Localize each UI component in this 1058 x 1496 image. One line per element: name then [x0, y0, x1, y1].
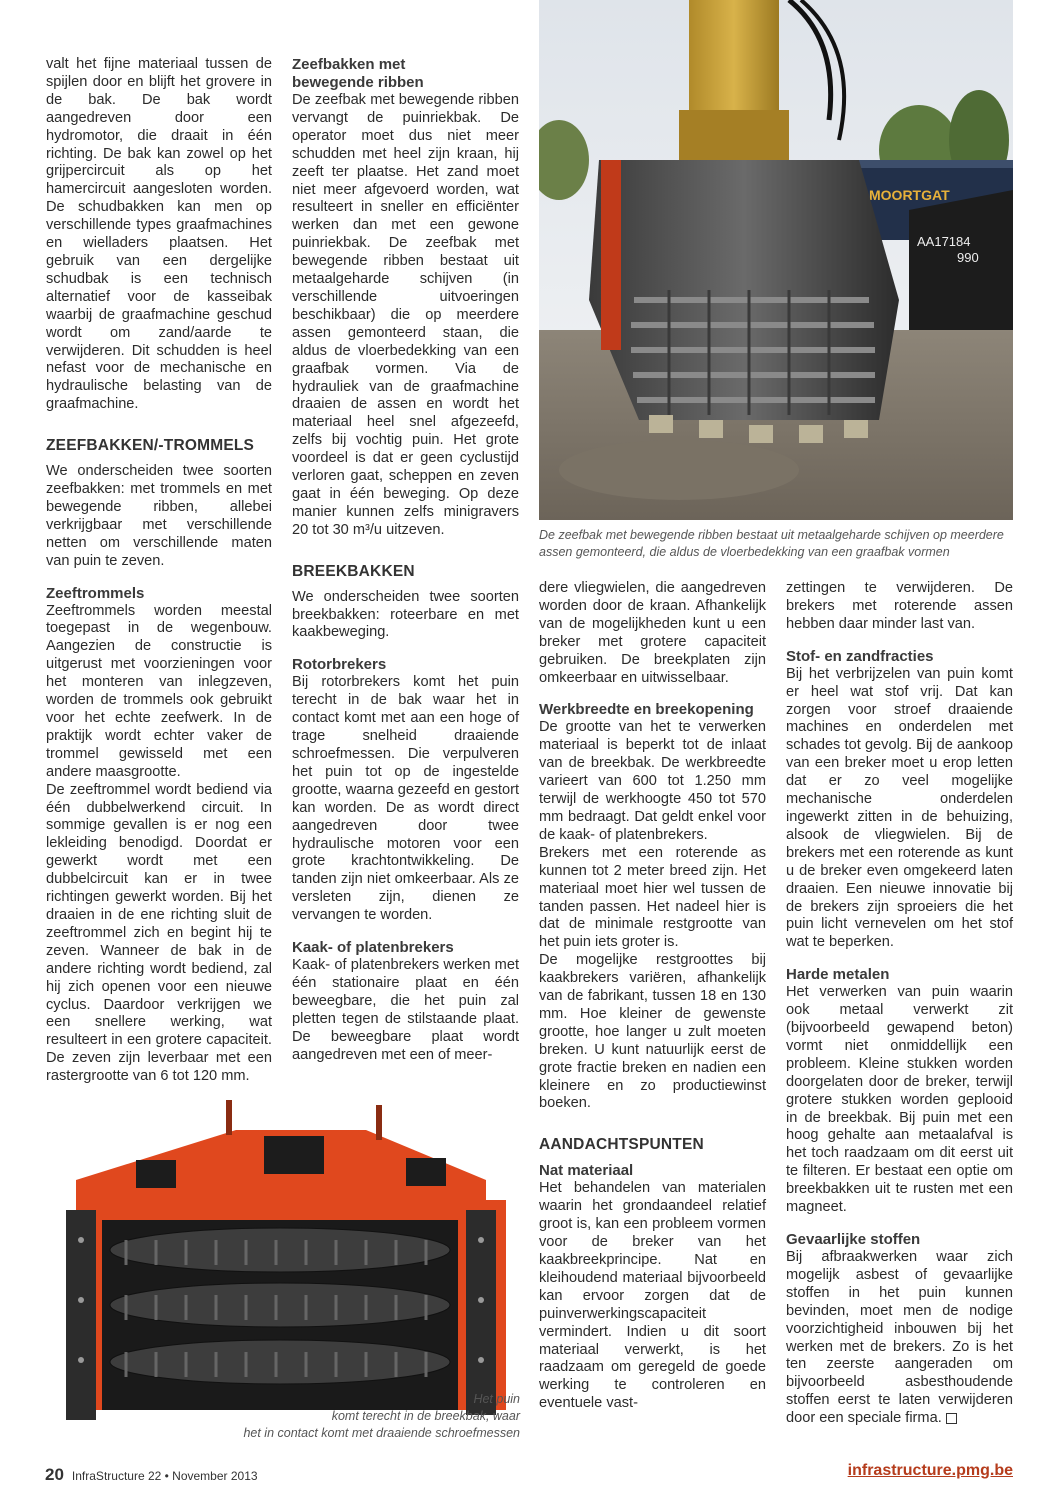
end-of-article-icon	[946, 1413, 957, 1424]
footer-left	[45, 1465, 258, 1485]
paragraph: Kaak- of platenbrekers werken met één stationaire plaat en één beweegbare, die het puin zal pletten tegen de stilstaande plaat. De beweegbare plaat wordt aangedreven met een of meer-	[292, 957, 519, 1063]
paragraph: Brekers met een roterende as kunnen tot 2 meter breed zijn. Het materiaal moet hier wel tussen de tanden passen. Het nadeel hier is dat de minimale restgrootte van het puin iets groter is.	[539, 844, 766, 951]
subheading-rotorbrekers: Rotorbrekers	[292, 656, 387, 674]
column-4	[786, 580, 1013, 1428]
caption-line: het in contact komt met draaiende schroefmessen	[243, 1426, 520, 1440]
subheading-zeefbakken-ribben-1: Zeefbakken met	[292, 56, 406, 73]
magazine-info: InfraStructure 22 • November 2013	[71, 1469, 258, 1483]
photo-sieve-bucket	[539, 0, 1013, 520]
paragraph: Bij rotorbrekers komt het puin terecht in de bak waar het in contact komt met aan een hoge of trage snelheid draaiende schroefmessen. Die verpulveren het puin tot op de ingestelde grootte, waarna gezeefd en gestort kan worden. De as wordt direct aangedreven door twee hydraulische motoren voor een grote krachtontwikkeling. De tanden zijn niet omkeerbaar. Als ze versleten zijn, dienen ze vervangen te worden.	[292, 674, 519, 924]
tag-text-2: 990	[957, 250, 979, 265]
photo-caption-bottom	[46, 1391, 520, 1442]
tag-text-1: AA17184	[917, 234, 971, 249]
subheading-werkbreedte: Werkbreedte en breekopening	[539, 701, 754, 719]
subheading-gevaarlijke-stoffen: Gevaarlijke stoffen	[786, 1231, 921, 1248]
paragraph: dere vliegwielen, die aangedreven worden door de kraan. Afhankelijk van de mogelijkheden kunt u een breker met grotere capaciteit gebruiken. De breekplaten zijn omkeerbaar en uitwisselbaar.	[539, 580, 766, 686]
subheading-kaakbrekers: Kaak- of platenbrekers	[292, 939, 454, 957]
paragraph: valt het fijne materiaal tussen de spijlen door en blijft het grovere in de bak. De bak wordt aangedreven door een hydromotor, die draait in één richting. De bak kan zowel op het grijpercircuit als op het hamercircuit aangesloten worden. De schudbakken kan men op verschillende types graafmachines en wielladers plaatsen. Het gebruik van een dergelijke schudbak is een technisch alternatief voor de kasseibak waarbij de graafmachine geschud wordt om zand/aarde te verwijderen. Dit schudden is heel nefast voor de mechanische en hydraulische belasting van de graafmachine.	[46, 56, 272, 413]
paragraph: Bij het verbrijzelen van puin komt er heel wat stof vrij. Dat kan zorgen voor stroef draaiende machines en onderdelen met schades tot gevolg. Bij de aankoop van een breker moet u erop letten dat er zo veel mogelijke mechanische onderdelen ingewerkt zitten in de behuizing, alsook de vliegwielen. Bij de brekers met een roterende as kunt u de breker even omgekeerd laten draaien. Een nieuwe innovatie bij de brekers zijn sproeiers die het puin licht vernevelen om het stof wat te beperken.	[786, 665, 1013, 951]
section-heading-zeefbakken: ZEEFBAKKEN/-TROMMELS	[46, 437, 255, 455]
caption-line: assen gemonteerd, die aldus de vloerbedekking van een graafbak vormen	[539, 545, 950, 559]
paragraph: Het behandelen van materialen waarin het grondaandeel relatief groot is, kan een probleem vormen voor de breker van het kaakbreekprincipe. Nat en kleihoudend materiaal bijvoorbeeld kan ervoor zorgen dat de puinverwerkingscapaciteit vermindert. Indien u dit soort materiaal verwerkt, is het raadzaam om geregeld de goede werking te controleren en eventuele vast-	[539, 1180, 766, 1412]
paragraph: De grootte van het te verwerken materiaal is beperkt tot de inlaat van de breekbak. De werkbreedte varieert van 600 tot 1.250 mm terwijl de werkhoogte 450 tot 570 mm bedraagt. Dat geldt enkel voor de kaak- of platenbrekers.	[539, 719, 766, 843]
subheading-zeeftrommels: Zeeftrommels	[46, 584, 145, 602]
column-2	[292, 56, 519, 1065]
paragraph: De zeefbak met bewegende ribben vervangt de puinriekbak. De operator moet dus niet meer schudden met heel zijn kraan, hij zeeft ter plaatse. Het zand moet niet meer afgevoerd worden, wat resulteert in sneller en efficiënter werken dan met een gewone puinriekbak. De zeefbak met bewegende ribben bestaat uit metaalgeharde schijven (in verschillende uitvoeringen beschikbaar) die op meerdere assen gemonteerd staan, die aldus de vloerbedekking van een graafbak vormen. Via de hydrauliek van de graafmachine draaien de assen en wordt het materiaal heel snel afgezeefd, zelfs bij vochtig puin. Het grote voordeel is dat er geen cyclustijd verloren gaat, scheppen en zeven gaat in één beweging. Op deze manier kunnen zelfs minigravers 20 tot 30 m³/u uitzeven.	[292, 92, 519, 538]
paragraph: We onderscheiden twee soorten zeefbakken: met trommels en met bewegende ribben, allebei verkrijgbaar met verschillende netten om verschillende maten van puin te zeven.	[46, 463, 272, 569]
sign-text: MOORTGAT	[869, 187, 950, 203]
caption-line: Het puin	[473, 1392, 520, 1406]
subheading-zeefbakken-ribben-2: bewegende ribben	[292, 74, 424, 91]
footer-url-link[interactable]: infrastructure.pmg.be	[847, 1462, 1013, 1479]
caption-line: komt terecht in de breekbak, waar	[331, 1409, 520, 1423]
paragraph: Het verwerken van puin waarin ook metaal verwerkt zit (bijvoorbeeld gewapend beton) vormt niet onmiddellijk een probleem. Kleine stukken worden doorgelaten door de breker, terwijl grotere stukken worden geplooid in de breekbak. Bij puin met een hoog gehalte aan metaalafval is het toch raadzaam om dit eerst uit te filteren. Er bestaat een optie om breekbakken uit te rusten met een magneet.	[786, 984, 1013, 1216]
photo-crusher-bucket	[46, 1100, 520, 1430]
page-number: 20	[45, 1465, 64, 1484]
sieve-bucket-illustration	[539, 0, 1013, 520]
paragraph: We onderscheiden twee soorten breekbakken: roteerbare en met kaakbeweging.	[292, 588, 519, 641]
paragraph: De zeeftrommel wordt bediend via één dubbelwerkend circuit. In sommige gevallen is er nog een lekleiding benodigd. Doordat er gewerkt wordt met een dubbelcircuit kan er in twee richtingen gewerkt worden. Bij het draaien in de ene richting sluit de zeeftrommel zich en begint hij te zeven. Wanneer de bak in de andere richting wordt bediend, zal hij zich openen voor een nieuwe cyclus. Daardoor verkrijgen we een snellere werking, wat resulteert in een grotere capaciteit. De zeven zijn leverbaar met een rastergrootte van 6 tot 120 mm.	[46, 781, 272, 1085]
crusher-bucket-illustration	[46, 1100, 520, 1430]
subheading-stof: Stof- en zandfracties	[786, 647, 934, 665]
photo-caption-top	[539, 527, 1019, 561]
paragraph: zettingen te verwijderen. De brekers met roterende assen hebben daar minder last van.	[786, 580, 1013, 632]
section-heading-breekbakken: BREEKBAKKEN	[292, 562, 415, 580]
subheading-harde-metalen: Harde metalen	[786, 966, 890, 984]
column-3	[539, 580, 766, 1413]
paragraph: De mogelijke restgroottes bij kaakbrekers variëren, afhankelijk van de fabrikant, tussen 18 en 130 mm. Hoe kleiner de gewenste grootte, hoe langer u zult moeten breken. U kunt natuurlijk eerst de grote fractie breken en nadien een kleinere en zo productiewinst boeken.	[539, 952, 766, 1112]
paragraph: Zeeftrommels worden meestal toegepast in de wegenbouw. Aangezien de constructie is uitgerust met voorzieningen voor het monteren van inlegzeven, worden de trommels ook gebruikt voor het echte zeefwerk. In de praktijk wordt echter vaker de trommel gewisseld met een andere maasgrootte.	[46, 602, 272, 780]
column-1	[46, 56, 272, 1086]
caption-line: De zeefbak met bewegende ribben bestaat uit metaalgeharde schijven op meerdere	[539, 528, 1004, 542]
paragraph	[786, 1249, 1013, 1428]
section-heading-aandachtspunten: AANDACHTSPUNTEN	[539, 1136, 704, 1154]
paragraph-text: Bij afbraakwerken waar zich mogelijk asbest of gevaarlijke stoffen in het puin kunnen bevinden, moet men de nodige voorzichtigheid inbouwen bij het werken met de brekers. Zo is het ten zeerste aangeraden om bijvoorbeeld asbesthoudende stoffen eerst te laten verwijderen door een speciale firma.	[786, 1249, 1013, 1427]
subheading-nat-materiaal: Nat materiaal	[539, 1162, 634, 1180]
